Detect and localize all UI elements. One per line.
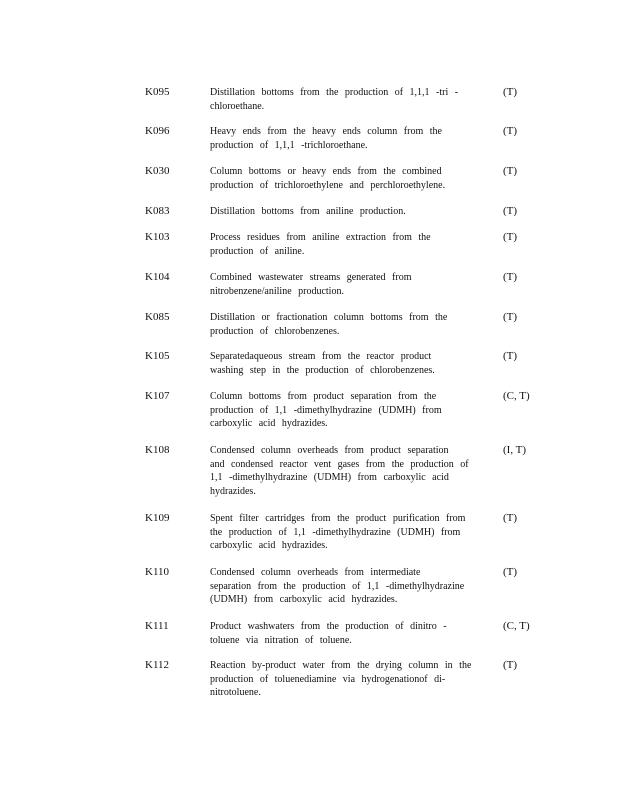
description-line: Reaction by-product water from the drying column in the xyxy=(210,660,472,671)
hazard-code: (T) xyxy=(503,512,518,524)
waste-code: K095 xyxy=(145,86,170,98)
hazard-code: (T) xyxy=(503,566,518,578)
description-line: the production of 1,1 -dimethylhydrazine (UDMH) from xyxy=(210,526,461,538)
description-line: production of chlorobenzenes. xyxy=(210,325,340,337)
description-line: Heavy ends from the heavy ends column from the xyxy=(210,126,442,137)
waste-code: K111 xyxy=(145,620,169,632)
hazard-code: (T) xyxy=(503,659,518,671)
description-line: carboxylic acid hydrazides. xyxy=(210,540,328,552)
waste-description xyxy=(210,271,490,298)
hazard-code: (T) xyxy=(503,311,518,323)
hazard-code: (C, T) xyxy=(503,390,530,402)
description-line: Column bottoms from product separation from the xyxy=(210,391,437,402)
waste-description xyxy=(210,512,490,553)
hazard-code: (T) xyxy=(503,271,518,283)
description-line: toluene via nitration of toluene. xyxy=(210,634,352,646)
waste-description xyxy=(210,350,490,377)
hazard-code: (T) xyxy=(503,86,518,98)
description-line: Distillation bottoms from aniline production. xyxy=(210,206,406,217)
description-line: 1,1 -dimethylhydrazine (UDMH) from carboxylic acid xyxy=(210,472,449,484)
description-line: (UDMH) from carboxylic acid hydrazides. xyxy=(210,594,398,606)
waste-description xyxy=(210,444,490,499)
description-line: Combined wastewater streams generated from xyxy=(210,272,412,283)
waste-description xyxy=(210,390,490,431)
waste-description xyxy=(210,231,490,258)
waste-description xyxy=(210,620,490,647)
waste-code: K030 xyxy=(145,165,170,177)
waste-code: K107 xyxy=(145,390,170,402)
waste-code: K096 xyxy=(145,125,170,137)
hazard-code: (T) xyxy=(503,231,518,243)
hazard-code: (T) xyxy=(503,165,518,177)
description-line: hydrazides. xyxy=(210,486,256,498)
description-line: and condensed reactor vent gases from the production of xyxy=(210,458,469,470)
description-line: production of 1,1,1 -trichloroethane. xyxy=(210,139,368,151)
waste-description xyxy=(210,566,490,607)
waste-description xyxy=(210,659,490,700)
description-line: Condensed column overheads from product separation xyxy=(210,445,449,456)
description-line: production of trichloroethylene and perchloroethylene. xyxy=(210,179,446,191)
hazard-code: (I, T) xyxy=(503,444,527,456)
waste-code: K104 xyxy=(145,271,170,283)
description-line: Distillation bottoms from the production of 1,1,1 -tri - xyxy=(210,87,459,98)
waste-description xyxy=(210,125,490,152)
hazard-code: (C, T) xyxy=(503,620,530,632)
description-line: Column bottoms or heavy ends from the combined xyxy=(210,166,442,177)
description-line: chloroethane. xyxy=(210,100,265,112)
description-line: production of toluenediamine via hydrogenationof di- xyxy=(210,673,446,685)
hazard-code: (T) xyxy=(503,205,518,217)
description-line: Spent filter cartridges from the product purification from xyxy=(210,513,466,524)
description-line: Product washwaters from the production of dinitro - xyxy=(210,621,447,632)
description-line: Condensed column overheads from intermediate xyxy=(210,567,421,578)
waste-code: K105 xyxy=(145,350,170,362)
hazard-code: (T) xyxy=(503,350,518,362)
waste-description xyxy=(210,165,490,192)
description-line: separation from the production of 1,1 -dimethylhydrazine xyxy=(210,580,465,592)
waste-code: K083 xyxy=(145,205,170,217)
description-line: production of 1,1 -dimethylhydrazine (UDMH) from xyxy=(210,404,442,416)
waste-description xyxy=(210,86,490,113)
waste-code: K103 xyxy=(145,231,170,243)
description-line: nitrobenzene/aniline production. xyxy=(210,285,344,297)
description-line: Process residues from aniline extraction from the xyxy=(210,232,431,243)
waste-code: K110 xyxy=(145,566,170,578)
description-line: Separatedaqueous stream from the reactor product xyxy=(210,351,432,362)
description-line: production of aniline. xyxy=(210,245,305,257)
waste-code: K108 xyxy=(145,444,170,456)
waste-code: K112 xyxy=(145,659,170,671)
description-line: washing step in the production of chlorobenzenes. xyxy=(210,364,435,376)
description-line: Distillation or fractionation column bottoms from the xyxy=(210,312,448,323)
description-line: carboxylic acid hydrazides. xyxy=(210,418,328,430)
waste-description xyxy=(210,311,490,338)
description-line: nitrotoluene. xyxy=(210,687,261,699)
waste-code: K085 xyxy=(145,311,170,323)
waste-description xyxy=(210,205,490,219)
hazard-code: (T) xyxy=(503,125,518,137)
waste-code: K109 xyxy=(145,512,170,524)
